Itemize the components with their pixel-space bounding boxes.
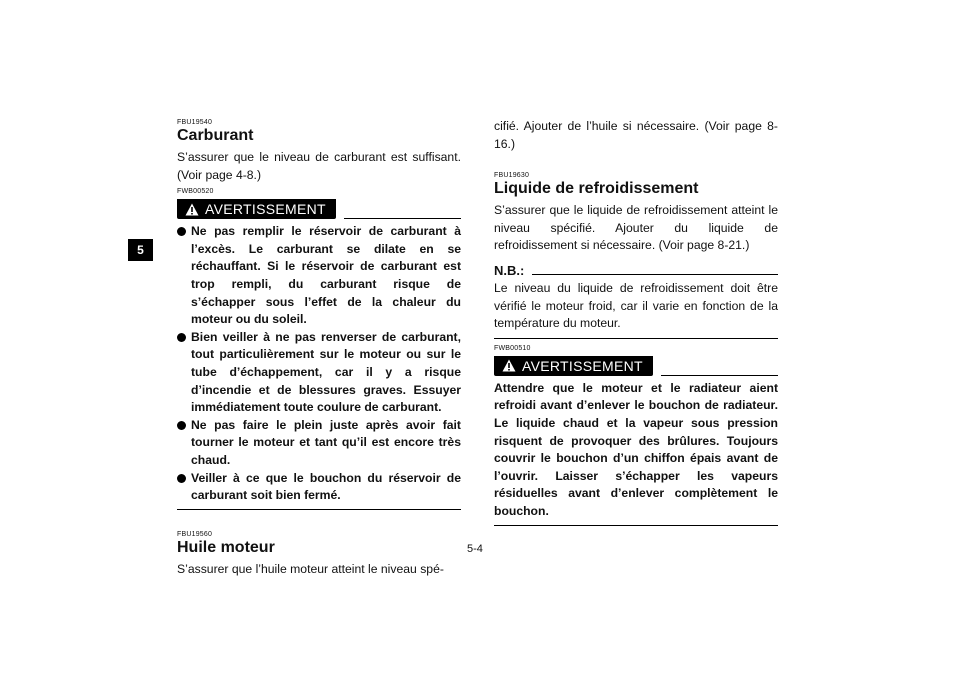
warning-header-coolant (494, 356, 778, 376)
list-item: Bien veiller à ne pas renverser de carburant, tout particulièrement sur le moteur ou sur le tube d’échappement, car il y a risque d’incendie et de blessures graves. Essuyer immédiatement toute coulure de carburant. (177, 329, 461, 417)
heading-oil: Huile moteur (177, 538, 275, 556)
warning-list-fuel (177, 223, 461, 505)
warning-label: AVERTISSEMENT (522, 357, 643, 374)
list-item: Ne pas faire le plein juste après avoir fait tourner le moteur et tant qu’il est encore très chaud. (177, 417, 461, 470)
right-column (494, 118, 778, 526)
chapter-tab: 5 (128, 239, 153, 261)
warning-header-fuel (177, 199, 461, 219)
warning-badge (177, 199, 336, 219)
section-code-coolant: FBU19630 (494, 172, 530, 180)
oil-text-continued: cifié. Ajouter de l’huile si nécessaire. (Voir page 8-16.) (494, 119, 778, 151)
bullet-icon (177, 421, 186, 430)
note-header (494, 263, 778, 278)
warning-triangle-icon (185, 203, 199, 216)
section-code-oil: FBU19560 (177, 530, 213, 538)
page-number: 5-4 (467, 543, 483, 555)
warning-code-coolant: FWB00510 (494, 344, 531, 352)
heading-fuel: Carburant (177, 127, 254, 144)
note-end-rule (494, 338, 778, 339)
warning-text-coolant: Attendre que le moteur et le radiateur aient refroidi avant d’enlever le bouchon de radiateur. Le liquide chaud et la vapeur sous pression risquent de provoquer des brûlures. Toujours couvrir le bouchon d’un chiffon épais avant de l’ouvrir. Laisser s’échapper les vapeurs résiduelles avant d’enlever complètement le bouchon. (494, 380, 778, 518)
oil-text: S’assurer que l’huile moteur atteint le niveau spé- (177, 561, 444, 576)
warning-end-rule (494, 525, 778, 526)
bullet-icon (177, 227, 186, 236)
fuel-text: S’assurer que le niveau de carburant est suffisant. (Voir page 4-8.) (177, 150, 461, 182)
left-column (177, 118, 461, 578)
note-label: N.B.: (494, 262, 525, 278)
coolant-text: S’assurer que le liquide de refroidissement atteint le niveau spécifié. Ajouter du liquide de refroidissement si nécessaire. (Voir page 8-21.) (494, 203, 778, 253)
note-text: Le niveau du liquide de refroidissement doit être vérifié le moteur froid, car il varie en fonction de la température du moteur. (494, 280, 778, 331)
warning-triangle-icon (502, 359, 516, 372)
bullet-icon (177, 333, 186, 342)
section-code-fuel: FBU19540 (177, 119, 213, 126)
list-item: Ne pas remplir le réservoir de carburant à l’excès. Le carburant se dilate en se réchauffant. Si le réservoir de carburant est trop rempli, du carburant risque de s’échapper sous l’effet de la chaleur du moteur ou du soleil. (177, 223, 461, 329)
warning-badge (494, 356, 653, 376)
warning-code-fuel: FWB00520 (177, 188, 214, 196)
warning-header-rule (344, 218, 461, 219)
bullet-icon (177, 474, 186, 483)
warning-end-rule (177, 509, 461, 510)
warning-header-rule (661, 375, 778, 376)
heading-coolant: Liquide de refroidissement (494, 180, 699, 198)
note-header-rule (532, 274, 778, 275)
list-item: Veiller à ce que le bouchon du réservoir de carburant soit bien fermé. (177, 470, 461, 505)
warning-label: AVERTISSEMENT (205, 201, 326, 218)
